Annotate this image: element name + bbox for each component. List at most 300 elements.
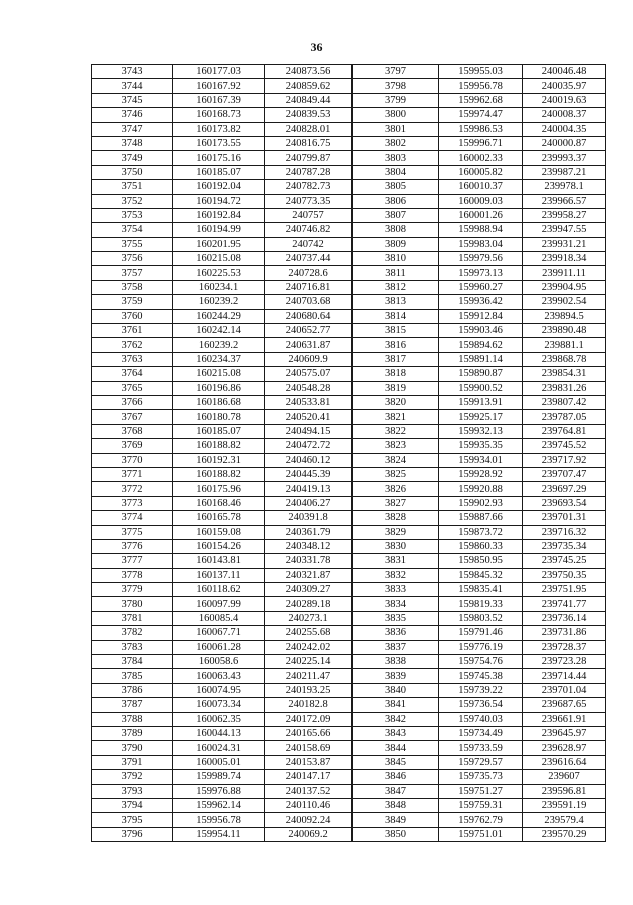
table-row xyxy=(92,683,606,697)
y-coordinate-cell: 240787.28 xyxy=(265,165,353,179)
table-row xyxy=(92,424,606,438)
y-coordinate-cell: 239750.35 xyxy=(523,568,606,582)
x-coordinate-cell: 160196.86 xyxy=(173,381,265,395)
x-coordinate-cell: 160188.82 xyxy=(173,439,265,453)
y-coordinate-cell: 239764.81 xyxy=(523,424,606,438)
x-coordinate-cell: 159983.04 xyxy=(439,237,523,251)
y-coordinate-cell: 239707.47 xyxy=(523,467,606,481)
y-coordinate-cell: 239693.54 xyxy=(523,496,606,510)
y-coordinate-cell: 239728.37 xyxy=(523,640,606,654)
x-coordinate-cell: 160242.14 xyxy=(173,324,265,338)
x-coordinate-cell: 159740.03 xyxy=(439,712,523,726)
x-coordinate-cell: 160168.73 xyxy=(173,108,265,122)
y-coordinate-cell: 240773.35 xyxy=(265,194,353,208)
point-number-cell: 3767 xyxy=(92,410,173,424)
point-number-cell: 3840 xyxy=(352,683,439,697)
y-coordinate-cell: 240728.6 xyxy=(265,266,353,280)
x-coordinate-cell: 160192.84 xyxy=(173,208,265,222)
x-coordinate-cell: 160154.26 xyxy=(173,539,265,553)
point-number-cell: 3760 xyxy=(92,309,173,323)
x-coordinate-cell: 159920.88 xyxy=(439,482,523,496)
point-number-cell: 3799 xyxy=(352,93,439,107)
x-coordinate-cell: 160005.01 xyxy=(173,755,265,769)
point-number-cell: 3792 xyxy=(92,770,173,784)
point-number-cell: 3753 xyxy=(92,208,173,222)
x-coordinate-cell: 159956.78 xyxy=(173,813,265,827)
x-coordinate-cell: 160186.68 xyxy=(173,395,265,409)
point-number-cell: 3849 xyxy=(352,813,439,827)
x-coordinate-cell: 159962.14 xyxy=(173,798,265,812)
table-row xyxy=(92,784,606,798)
y-coordinate-cell: 240361.79 xyxy=(265,525,353,539)
y-coordinate-cell: 239911.11 xyxy=(523,266,606,280)
x-coordinate-cell: 160002.33 xyxy=(439,151,523,165)
y-coordinate-cell: 240520.41 xyxy=(265,410,353,424)
point-number-cell: 3758 xyxy=(92,280,173,294)
y-coordinate-cell: 239607 xyxy=(523,770,606,784)
point-number-cell: 3766 xyxy=(92,395,173,409)
table-row xyxy=(92,367,606,381)
x-coordinate-cell: 159934.01 xyxy=(439,453,523,467)
y-coordinate-cell: 239904.95 xyxy=(523,280,606,294)
point-number-cell: 3818 xyxy=(352,367,439,381)
point-number-cell: 3830 xyxy=(352,539,439,553)
point-number-cell: 3848 xyxy=(352,798,439,812)
point-number-cell: 3759 xyxy=(92,295,173,309)
y-coordinate-cell: 239881.1 xyxy=(523,338,606,352)
x-coordinate-cell: 159873.72 xyxy=(439,525,523,539)
x-coordinate-cell: 160177.03 xyxy=(173,65,265,79)
y-coordinate-cell: 240242.02 xyxy=(265,640,353,654)
y-coordinate-cell: 239890.48 xyxy=(523,324,606,338)
x-coordinate-cell: 159956.78 xyxy=(439,79,523,93)
y-coordinate-cell: 240321.87 xyxy=(265,568,353,582)
table-row xyxy=(92,597,606,611)
point-number-cell: 3762 xyxy=(92,338,173,352)
table-row xyxy=(92,108,606,122)
point-number-cell: 3789 xyxy=(92,726,173,740)
x-coordinate-cell: 160074.95 xyxy=(173,683,265,697)
y-coordinate-cell: 240008.37 xyxy=(523,108,606,122)
point-number-cell: 3814 xyxy=(352,309,439,323)
y-coordinate-cell: 239931.21 xyxy=(523,237,606,251)
y-coordinate-cell: 239701.04 xyxy=(523,683,606,697)
table-row xyxy=(92,395,606,409)
point-number-cell: 3748 xyxy=(92,136,173,150)
y-coordinate-cell: 240069.2 xyxy=(265,827,353,841)
x-coordinate-cell: 160044.13 xyxy=(173,726,265,740)
point-number-cell: 3813 xyxy=(352,295,439,309)
x-coordinate-cell: 160085.4 xyxy=(173,611,265,625)
table-row xyxy=(92,525,606,539)
point-number-cell: 3781 xyxy=(92,611,173,625)
x-coordinate-cell: 159754.76 xyxy=(439,655,523,669)
x-coordinate-cell: 159932.13 xyxy=(439,424,523,438)
x-coordinate-cell: 159955.03 xyxy=(439,65,523,79)
point-number-cell: 3798 xyxy=(352,79,439,93)
x-coordinate-cell: 159894.62 xyxy=(439,338,523,352)
x-coordinate-cell: 160175.16 xyxy=(173,151,265,165)
table-row xyxy=(92,180,606,194)
point-number-cell: 3784 xyxy=(92,655,173,669)
y-coordinate-cell: 240494.15 xyxy=(265,424,353,438)
x-coordinate-cell: 159735.73 xyxy=(439,770,523,784)
y-coordinate-cell: 240289.18 xyxy=(265,597,353,611)
y-coordinate-cell: 240331.78 xyxy=(265,554,353,568)
table-row xyxy=(92,324,606,338)
y-coordinate-cell: 239579.4 xyxy=(523,813,606,827)
x-coordinate-cell: 160215.08 xyxy=(173,367,265,381)
y-coordinate-cell: 240533.81 xyxy=(265,395,353,409)
point-number-cell: 3782 xyxy=(92,626,173,640)
y-coordinate-cell: 240859.62 xyxy=(265,79,353,93)
x-coordinate-cell: 159986.53 xyxy=(439,122,523,136)
table-row xyxy=(92,798,606,812)
x-coordinate-cell: 160137.11 xyxy=(173,568,265,582)
table-row xyxy=(92,583,606,597)
page-number: 36 xyxy=(310,40,323,54)
table-row xyxy=(92,295,606,309)
point-number-cell: 3751 xyxy=(92,180,173,194)
y-coordinate-cell: 240110.46 xyxy=(265,798,353,812)
y-coordinate-cell: 240019.63 xyxy=(523,93,606,107)
point-number-cell: 3800 xyxy=(352,108,439,122)
x-coordinate-cell: 159776.19 xyxy=(439,640,523,654)
point-number-cell: 3828 xyxy=(352,511,439,525)
point-number-cell: 3825 xyxy=(352,467,439,481)
x-coordinate-cell: 159935.35 xyxy=(439,439,523,453)
y-coordinate-cell: 239701.31 xyxy=(523,511,606,525)
y-coordinate-cell: 239741.77 xyxy=(523,597,606,611)
x-coordinate-cell: 159729.57 xyxy=(439,755,523,769)
x-coordinate-cell: 160165.78 xyxy=(173,511,265,525)
table-row xyxy=(92,79,606,93)
x-coordinate-cell: 159860.33 xyxy=(439,539,523,553)
y-coordinate-cell: 239966.57 xyxy=(523,194,606,208)
table-row xyxy=(92,467,606,481)
table-row xyxy=(92,266,606,280)
x-coordinate-cell: 160167.92 xyxy=(173,79,265,93)
point-number-cell: 3750 xyxy=(92,165,173,179)
x-coordinate-cell: 160234.1 xyxy=(173,280,265,294)
x-coordinate-cell: 160067.71 xyxy=(173,626,265,640)
y-coordinate-cell: 240828.01 xyxy=(265,122,353,136)
y-coordinate-cell: 240092.24 xyxy=(265,813,353,827)
y-coordinate-cell: 239591.19 xyxy=(523,798,606,812)
point-number-cell: 3743 xyxy=(92,65,173,79)
point-number-cell: 3808 xyxy=(352,223,439,237)
y-coordinate-cell: 239978.1 xyxy=(523,180,606,194)
point-number-cell: 3843 xyxy=(352,726,439,740)
table-row xyxy=(92,770,606,784)
point-number-cell: 3845 xyxy=(352,755,439,769)
x-coordinate-cell: 159928.92 xyxy=(439,467,523,481)
point-number-cell: 3790 xyxy=(92,741,173,755)
x-coordinate-cell: 160159.08 xyxy=(173,525,265,539)
y-coordinate-cell: 240158.69 xyxy=(265,741,353,755)
x-coordinate-cell: 159913.91 xyxy=(439,395,523,409)
point-number-cell: 3844 xyxy=(352,741,439,755)
point-number-cell: 3809 xyxy=(352,237,439,251)
x-coordinate-cell: 160058.6 xyxy=(173,655,265,669)
x-coordinate-cell: 159989.74 xyxy=(173,770,265,784)
table-row xyxy=(92,453,606,467)
point-number-cell: 3773 xyxy=(92,496,173,510)
x-coordinate-cell: 160234.37 xyxy=(173,352,265,366)
point-number-cell: 3850 xyxy=(352,827,439,841)
x-coordinate-cell: 160201.95 xyxy=(173,237,265,251)
point-number-cell: 3832 xyxy=(352,568,439,582)
y-coordinate-cell: 239987.21 xyxy=(523,165,606,179)
x-coordinate-cell: 159954.11 xyxy=(173,827,265,841)
x-coordinate-cell: 160073.34 xyxy=(173,698,265,712)
y-coordinate-cell: 240153.87 xyxy=(265,755,353,769)
x-coordinate-cell: 160063.43 xyxy=(173,669,265,683)
y-coordinate-cell: 240839.53 xyxy=(265,108,353,122)
x-coordinate-cell: 160143.81 xyxy=(173,554,265,568)
point-number-cell: 3761 xyxy=(92,324,173,338)
point-number-cell: 3752 xyxy=(92,194,173,208)
x-coordinate-cell: 160010.37 xyxy=(439,180,523,194)
point-number-cell: 3811 xyxy=(352,266,439,280)
x-coordinate-cell: 160173.55 xyxy=(173,136,265,150)
table-row xyxy=(92,122,606,136)
x-coordinate-cell: 159903.46 xyxy=(439,324,523,338)
point-number-cell: 3802 xyxy=(352,136,439,150)
table-row xyxy=(92,338,606,352)
x-coordinate-cell: 159960.27 xyxy=(439,280,523,294)
point-number-cell: 3749 xyxy=(92,151,173,165)
point-number-cell: 3768 xyxy=(92,424,173,438)
y-coordinate-cell: 240182.8 xyxy=(265,698,353,712)
x-coordinate-cell: 159736.54 xyxy=(439,698,523,712)
x-coordinate-cell: 159890.87 xyxy=(439,367,523,381)
y-coordinate-cell: 239831.26 xyxy=(523,381,606,395)
x-coordinate-cell: 159850.95 xyxy=(439,554,523,568)
y-coordinate-cell: 239717.92 xyxy=(523,453,606,467)
x-coordinate-cell: 159973.13 xyxy=(439,266,523,280)
point-number-cell: 3804 xyxy=(352,165,439,179)
x-coordinate-cell: 160194.99 xyxy=(173,223,265,237)
x-coordinate-cell: 160185.07 xyxy=(173,165,265,179)
table-row xyxy=(92,698,606,712)
point-number-cell: 3756 xyxy=(92,252,173,266)
point-number-cell: 3787 xyxy=(92,698,173,712)
y-coordinate-cell: 240873.56 xyxy=(265,65,353,79)
table-row xyxy=(92,237,606,251)
point-number-cell: 3823 xyxy=(352,439,439,453)
x-coordinate-cell: 159979.56 xyxy=(439,252,523,266)
x-coordinate-cell: 159912.84 xyxy=(439,309,523,323)
x-coordinate-cell: 160173.82 xyxy=(173,122,265,136)
table-row xyxy=(92,611,606,625)
y-coordinate-cell: 240472.72 xyxy=(265,439,353,453)
y-coordinate-cell: 240757 xyxy=(265,208,353,222)
point-number-cell: 3838 xyxy=(352,655,439,669)
table-row xyxy=(92,136,606,150)
y-coordinate-cell: 239723.28 xyxy=(523,655,606,669)
y-coordinate-cell: 239596.81 xyxy=(523,784,606,798)
point-number-cell: 3829 xyxy=(352,525,439,539)
point-number-cell: 3745 xyxy=(92,93,173,107)
point-number-cell: 3806 xyxy=(352,194,439,208)
x-coordinate-cell: 160185.07 xyxy=(173,424,265,438)
y-coordinate-cell: 240742 xyxy=(265,237,353,251)
y-coordinate-cell: 239736.14 xyxy=(523,611,606,625)
point-number-cell: 3744 xyxy=(92,79,173,93)
x-coordinate-cell: 160097.99 xyxy=(173,597,265,611)
y-coordinate-cell: 239947.55 xyxy=(523,223,606,237)
table-row xyxy=(92,755,606,769)
point-number-cell: 3841 xyxy=(352,698,439,712)
y-coordinate-cell: 239854.31 xyxy=(523,367,606,381)
table-row xyxy=(92,669,606,683)
point-number-cell: 3822 xyxy=(352,424,439,438)
table-row xyxy=(92,726,606,740)
coordinates-table xyxy=(91,64,606,842)
y-coordinate-cell: 239628.97 xyxy=(523,741,606,755)
y-coordinate-cell: 240703.68 xyxy=(265,295,353,309)
y-coordinate-cell: 240716.81 xyxy=(265,280,353,294)
point-number-cell: 3771 xyxy=(92,467,173,481)
point-number-cell: 3788 xyxy=(92,712,173,726)
point-number-cell: 3817 xyxy=(352,352,439,366)
point-number-cell: 3780 xyxy=(92,597,173,611)
x-coordinate-cell: 159762.79 xyxy=(439,813,523,827)
y-coordinate-cell: 240137.52 xyxy=(265,784,353,798)
x-coordinate-cell: 160009.03 xyxy=(439,194,523,208)
y-coordinate-cell: 239745.25 xyxy=(523,554,606,568)
point-number-cell: 3821 xyxy=(352,410,439,424)
table-row xyxy=(92,381,606,395)
table-row xyxy=(92,208,606,222)
x-coordinate-cell: 160192.04 xyxy=(173,180,265,194)
x-coordinate-cell: 160024.31 xyxy=(173,741,265,755)
y-coordinate-cell: 239751.95 xyxy=(523,583,606,597)
y-coordinate-cell: 240816.75 xyxy=(265,136,353,150)
table-row xyxy=(92,539,606,553)
point-number-cell: 3755 xyxy=(92,237,173,251)
point-number-cell: 3797 xyxy=(352,65,439,79)
point-number-cell: 3835 xyxy=(352,611,439,625)
point-number-cell: 3747 xyxy=(92,122,173,136)
x-coordinate-cell: 160215.08 xyxy=(173,252,265,266)
y-coordinate-cell: 240046.48 xyxy=(523,65,606,79)
y-coordinate-cell: 240004.35 xyxy=(523,122,606,136)
x-coordinate-cell: 159819.33 xyxy=(439,597,523,611)
y-coordinate-cell: 240746.82 xyxy=(265,223,353,237)
x-coordinate-cell: 160244.29 xyxy=(173,309,265,323)
point-number-cell: 3846 xyxy=(352,770,439,784)
y-coordinate-cell: 240548.28 xyxy=(265,381,353,395)
y-coordinate-cell: 240172.09 xyxy=(265,712,353,726)
table-row xyxy=(92,439,606,453)
x-coordinate-cell: 159974.47 xyxy=(439,108,523,122)
point-number-cell: 3794 xyxy=(92,798,173,812)
point-number-cell: 3801 xyxy=(352,122,439,136)
point-number-cell: 3764 xyxy=(92,367,173,381)
y-coordinate-cell: 240782.73 xyxy=(265,180,353,194)
table-row xyxy=(92,352,606,366)
y-coordinate-cell: 240147.17 xyxy=(265,770,353,784)
x-coordinate-cell: 159751.01 xyxy=(439,827,523,841)
point-number-cell: 3827 xyxy=(352,496,439,510)
y-coordinate-cell: 240849.44 xyxy=(265,93,353,107)
point-number-cell: 3826 xyxy=(352,482,439,496)
point-number-cell: 3791 xyxy=(92,755,173,769)
table-row xyxy=(92,712,606,726)
y-coordinate-cell: 239807.42 xyxy=(523,395,606,409)
point-number-cell: 3777 xyxy=(92,554,173,568)
table-row xyxy=(92,741,606,755)
y-coordinate-cell: 239731.86 xyxy=(523,626,606,640)
y-coordinate-cell: 240391.8 xyxy=(265,511,353,525)
y-coordinate-cell: 240680.64 xyxy=(265,309,353,323)
y-coordinate-cell: 239570.29 xyxy=(523,827,606,841)
y-coordinate-cell: 239745.52 xyxy=(523,439,606,453)
point-number-cell: 3807 xyxy=(352,208,439,222)
point-number-cell: 3770 xyxy=(92,453,173,467)
point-number-cell: 3775 xyxy=(92,525,173,539)
point-number-cell: 3796 xyxy=(92,827,173,841)
x-coordinate-cell: 160194.72 xyxy=(173,194,265,208)
table-row xyxy=(92,65,606,79)
y-coordinate-cell: 239661.91 xyxy=(523,712,606,726)
table-row xyxy=(92,223,606,237)
point-number-cell: 3815 xyxy=(352,324,439,338)
y-coordinate-cell: 239993.37 xyxy=(523,151,606,165)
point-number-cell: 3774 xyxy=(92,511,173,525)
x-coordinate-cell: 159845.32 xyxy=(439,568,523,582)
y-coordinate-cell: 240225.14 xyxy=(265,655,353,669)
y-coordinate-cell: 239918.34 xyxy=(523,252,606,266)
y-coordinate-cell: 239714.44 xyxy=(523,669,606,683)
y-coordinate-cell: 240193.25 xyxy=(265,683,353,697)
x-coordinate-cell: 160225.53 xyxy=(173,266,265,280)
table-row xyxy=(92,280,606,294)
y-coordinate-cell: 240737.44 xyxy=(265,252,353,266)
table-row xyxy=(92,194,606,208)
coordinates-table-body xyxy=(92,65,606,842)
y-coordinate-cell: 239787.05 xyxy=(523,410,606,424)
y-coordinate-cell: 240348.12 xyxy=(265,539,353,553)
table-row xyxy=(92,554,606,568)
y-coordinate-cell: 239894.5 xyxy=(523,309,606,323)
point-number-cell: 3831 xyxy=(352,554,439,568)
table-row xyxy=(92,568,606,582)
table-row xyxy=(92,165,606,179)
y-coordinate-cell: 239616.64 xyxy=(523,755,606,769)
point-number-cell: 3834 xyxy=(352,597,439,611)
point-number-cell: 3785 xyxy=(92,669,173,683)
y-coordinate-cell: 240460.12 xyxy=(265,453,353,467)
x-coordinate-cell: 159976.88 xyxy=(173,784,265,798)
point-number-cell: 3783 xyxy=(92,640,173,654)
x-coordinate-cell: 160188.82 xyxy=(173,467,265,481)
y-coordinate-cell: 240419.13 xyxy=(265,482,353,496)
point-number-cell: 3757 xyxy=(92,266,173,280)
x-coordinate-cell: 160192.31 xyxy=(173,453,265,467)
point-number-cell: 3776 xyxy=(92,539,173,553)
x-coordinate-cell: 159996.71 xyxy=(439,136,523,150)
point-number-cell: 3816 xyxy=(352,338,439,352)
point-number-cell: 3824 xyxy=(352,453,439,467)
point-number-cell: 3778 xyxy=(92,568,173,582)
y-coordinate-cell: 239868.78 xyxy=(523,352,606,366)
x-coordinate-cell: 159902.93 xyxy=(439,496,523,510)
y-coordinate-cell: 240273.1 xyxy=(265,611,353,625)
x-coordinate-cell: 160168.46 xyxy=(173,496,265,510)
